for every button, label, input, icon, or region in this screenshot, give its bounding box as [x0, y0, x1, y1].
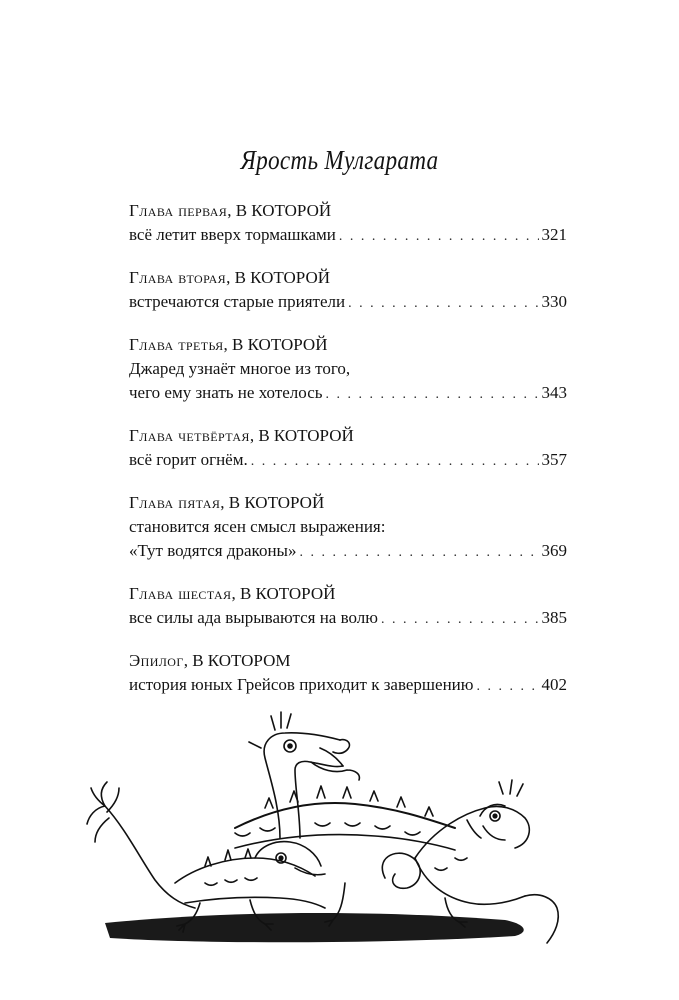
- chapter-label: Эпилог: [129, 651, 184, 670]
- chapter-label: Глава вторая: [129, 268, 227, 287]
- chapter-heading: [129, 491, 567, 515]
- dot-leader: [381, 608, 539, 632]
- chapter-heading-rest: , В КОТОРОЙ: [231, 584, 336, 603]
- toc-entry: [129, 333, 567, 407]
- chapter-label: Глава четвёртая: [129, 426, 250, 445]
- dot-leader: [476, 675, 538, 699]
- chapter-description-line: всё летит вверх тормашками: [129, 225, 336, 244]
- chapter-heading: [129, 333, 567, 357]
- page-number: 369: [541, 541, 567, 560]
- page-number: 357: [541, 450, 567, 469]
- dot-leader: [348, 292, 538, 316]
- chapter-description-line: всё горит огнём.: [129, 450, 248, 469]
- toc-entry: [129, 266, 567, 316]
- chapter-heading: [129, 582, 567, 606]
- dot-leader: [251, 450, 539, 474]
- chapter-label: Глава третья: [129, 335, 224, 354]
- chapter-description-line: история юных Грейсов приходит к завершению: [129, 675, 474, 694]
- chapter-heading-rest: , В КОТОРОЙ: [249, 426, 354, 445]
- dot-leader: [299, 541, 538, 565]
- chapter-entry-line: [129, 223, 567, 249]
- chapter-entry-line: [129, 673, 567, 699]
- chapter-entry-line: [129, 606, 567, 632]
- chapter-heading-rest: , В КОТОРОЙ: [220, 493, 325, 512]
- toc-entry: [129, 199, 567, 249]
- toc-entry: [129, 582, 567, 632]
- chapter-heading-rest: , В КОТОРОМ: [183, 651, 291, 670]
- chapter-heading: [129, 199, 567, 223]
- page-number: 321: [541, 225, 567, 244]
- chapter-description-line: чего ему знать не хотелось: [129, 383, 323, 402]
- toc-entry: [129, 424, 567, 474]
- chapter-entry-line: [129, 448, 567, 474]
- chapter-description-line: все силы ада вырываются на волю: [129, 608, 378, 627]
- chapter-entry-line: [129, 290, 567, 316]
- page-number: 330: [541, 292, 567, 311]
- toc-entry: [129, 491, 567, 565]
- page-number: 343: [541, 383, 567, 402]
- chapter-heading: [129, 424, 567, 448]
- dot-leader: [339, 225, 539, 249]
- chapter-heading: [129, 266, 567, 290]
- toc-entry: [129, 649, 567, 699]
- chapter-label: Глава шестая: [129, 584, 232, 603]
- page-number: 385: [541, 608, 567, 627]
- chapter-entry-line: [129, 539, 567, 565]
- chapter-description-line: встречаются старые приятели: [129, 292, 346, 311]
- chapter-description-line: «Тут водятся драконы»: [129, 541, 297, 560]
- chapter-heading: [129, 649, 567, 673]
- table-of-contents: [129, 199, 567, 699]
- page-number: 402: [541, 675, 567, 694]
- dot-leader: [326, 383, 539, 407]
- dragons-illustration: [85, 708, 565, 966]
- chapter-label: Глава пятая: [129, 493, 221, 512]
- chapter-entry-line: [129, 381, 567, 407]
- chapter-heading-rest: , В КОТОРОЙ: [223, 335, 328, 354]
- chapter-description-line: становится ясен смысл выражения:: [129, 517, 386, 536]
- book-title: Ярость Мулгарата: [240, 145, 439, 175]
- chapter-label: Глава первая: [129, 201, 228, 220]
- chapter-description-line: Джаред узнаёт многое из того,: [129, 359, 351, 378]
- chapter-heading-rest: , В КОТОРОЙ: [227, 201, 332, 220]
- chapter-heading-rest: , В КОТОРОЙ: [226, 268, 331, 287]
